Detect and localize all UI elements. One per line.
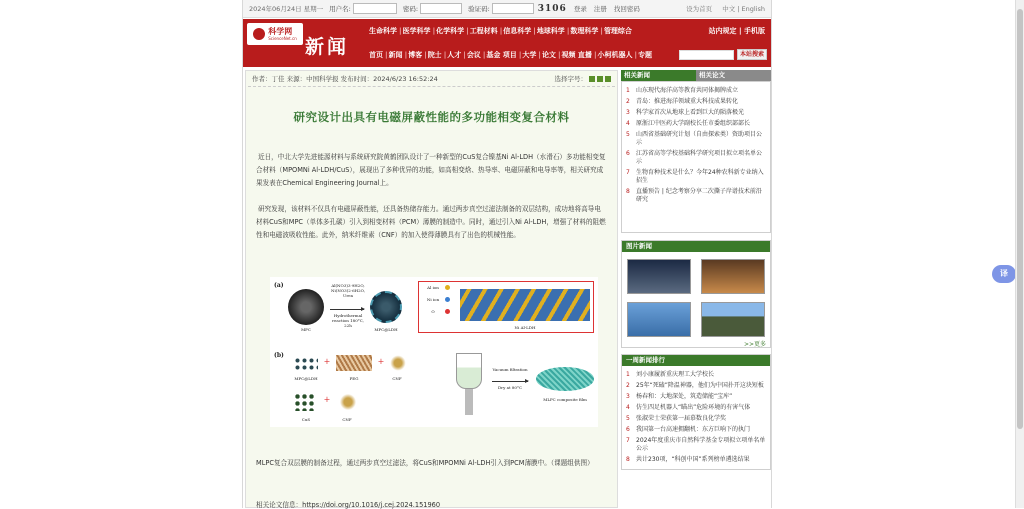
list-number: 5 bbox=[626, 415, 630, 422]
list-number: 7 bbox=[626, 437, 630, 444]
ldh-layer-structure bbox=[460, 289, 590, 321]
related-news-item[interactable] bbox=[626, 169, 766, 185]
ranking-text: 仿生四足机器人“瞄出”危险环境的有害气体 bbox=[636, 404, 751, 411]
site-header bbox=[243, 19, 771, 67]
ni-al-ldh-label: Ni Al-LDH bbox=[514, 325, 536, 330]
related-news-item[interactable] bbox=[626, 109, 766, 117]
username-input[interactable] bbox=[353, 3, 397, 14]
news-picture-4[interactable] bbox=[701, 302, 765, 337]
font-size-selector: 选择字号： bbox=[555, 74, 612, 83]
nav-separator: | bbox=[443, 51, 447, 59]
al-ion-dot bbox=[445, 285, 450, 290]
nav-separator: | bbox=[593, 51, 597, 59]
list-number: 6 bbox=[626, 150, 630, 157]
article-panel bbox=[245, 70, 618, 508]
top-links bbox=[678, 4, 765, 13]
list-number: 2 bbox=[626, 98, 630, 105]
password-input[interactable] bbox=[420, 3, 462, 14]
main-nav-item[interactable]: 大学 bbox=[522, 51, 537, 59]
main-nav-item[interactable]: 会议 bbox=[466, 51, 481, 59]
mpc-ldh-label: MPC@LDH bbox=[374, 327, 398, 332]
peg-label: PEG bbox=[349, 376, 359, 381]
ranking-item[interactable] bbox=[626, 404, 766, 412]
list-number: 6 bbox=[626, 426, 630, 433]
ranking-text: 杨春和：大地深处，筑造储能“宝库” bbox=[636, 393, 733, 400]
main-nav-item[interactable]: 博客 bbox=[408, 51, 423, 59]
login-bar bbox=[243, 0, 771, 18]
tab-related-news[interactable]: 相关新闻 bbox=[621, 70, 696, 81]
related-tabs bbox=[621, 70, 771, 81]
username-label: 用户名: bbox=[329, 5, 351, 13]
subject-nav-item[interactable]: 数理科学 bbox=[570, 27, 599, 35]
sidebar bbox=[621, 70, 771, 470]
font-small-button[interactable] bbox=[605, 76, 611, 82]
subject-nav-item[interactable]: 生命科学 bbox=[369, 27, 397, 35]
article-body bbox=[246, 151, 617, 242]
more-link[interactable]: >>更多 bbox=[743, 341, 766, 348]
ranking-item[interactable] bbox=[626, 393, 766, 401]
nav-separator: | bbox=[499, 27, 503, 35]
mpc-ldh-label-b: MPC@LDH bbox=[294, 376, 318, 381]
nav-separator: | bbox=[538, 51, 541, 59]
register-link[interactable]: 注册 bbox=[593, 5, 607, 13]
o-ion-label: O bbox=[431, 309, 435, 314]
translate-button[interactable]: 译 bbox=[992, 265, 1016, 283]
cnf-material-2 bbox=[338, 393, 358, 411]
reagents-label: Al(NO3)3·9H2O, Ni(NO3)2·6H2O, Urea bbox=[331, 283, 365, 298]
hydrothermal-label: Hydrothermal reaction 180°C, 22h bbox=[332, 313, 364, 328]
nav-separator: | bbox=[557, 51, 561, 59]
subject-nav-item[interactable]: 化学科学 bbox=[436, 27, 465, 35]
ranking-text: 共计230项，“科创中国”系列榜单遴选结果 bbox=[636, 456, 750, 463]
set-homepage-link[interactable]: 设为首页 bbox=[686, 5, 713, 13]
ranking-item[interactable] bbox=[626, 456, 766, 464]
weekly-ranking-list bbox=[622, 366, 770, 469]
ranking-item[interactable] bbox=[626, 415, 766, 423]
related-news-text: 山东现代海洋高等教育共同体揭牌成立 bbox=[636, 87, 739, 94]
mlpc-label: MLPC composite film bbox=[543, 397, 587, 402]
plus-sign-2: + bbox=[377, 357, 385, 366]
peg-material bbox=[336, 355, 372, 371]
article-figure bbox=[270, 277, 598, 427]
related-news-text: 原浙江中医药大学副校长任市委组织部部长 bbox=[636, 120, 751, 127]
site-search-button[interactable]: 本站搜索 bbox=[737, 49, 767, 60]
related-news-list bbox=[621, 81, 771, 233]
font-large-button[interactable] bbox=[589, 76, 595, 82]
page-container bbox=[242, 0, 772, 508]
main-nav-item[interactable]: 小柯机器人 bbox=[597, 51, 633, 59]
vacuum-arrow bbox=[492, 381, 528, 382]
subject-nav-item[interactable]: 工程材料 bbox=[469, 27, 498, 35]
picture-grid bbox=[622, 252, 770, 339]
picture-news-title: 图片新闻 bbox=[622, 241, 770, 252]
subject-nav-item[interactable]: 信息科学 bbox=[503, 27, 532, 35]
main-nav-item[interactable]: 视频 直播 bbox=[561, 51, 592, 59]
nav-separator: | bbox=[463, 51, 466, 59]
ranking-item[interactable] bbox=[626, 426, 766, 434]
header-right-links[interactable]: 站内规定 | 手机版 bbox=[708, 27, 765, 35]
forgot-password-link[interactable]: 找回密码 bbox=[613, 5, 640, 13]
nav-separator: | bbox=[566, 27, 570, 35]
picture-news-box bbox=[621, 240, 771, 348]
nav-separator: | bbox=[424, 51, 427, 59]
captcha-input[interactable] bbox=[492, 3, 534, 14]
related-news-item[interactable] bbox=[626, 120, 766, 128]
paragraph-1: 近日，中北大学先进能源材料与系统研究院黄鹤团队设计了一种新型的CuS复合镍基Ni Al-LDH（水滑石）多功能相变复合材料（MPOMNi Al-LDH/CuS），展现出了多种优异的功能，如高相变焓、热导率、电磁屏蔽和电导率等，相关研究成果发表在Chemical Engineering Journal上。 bbox=[256, 153, 606, 187]
related-news-item[interactable] bbox=[626, 131, 766, 147]
cnf-material bbox=[388, 355, 408, 371]
list-number: 7 bbox=[626, 169, 630, 176]
logo-icon bbox=[253, 28, 265, 40]
nav-separator: | bbox=[518, 51, 522, 59]
nav-separator: | bbox=[385, 51, 388, 59]
nav-separator: | bbox=[399, 27, 402, 35]
related-news-text: 直播预告 | 纪念考察分享二次撕子岸谱技术前沿研究 bbox=[636, 188, 762, 203]
main-nav-item[interactable]: 首页 bbox=[369, 51, 383, 59]
date-text: 2024年06月24日 星期一 bbox=[249, 5, 324, 13]
ranking-text: 张淑荣士荣获第一届慕数良化学奖 bbox=[636, 415, 727, 422]
subject-nav-item[interactable]: 管理综合 bbox=[603, 27, 632, 35]
nav-separator: | bbox=[634, 51, 638, 59]
scrollbar[interactable] bbox=[1015, 0, 1024, 508]
nav-separator: | bbox=[600, 27, 603, 35]
figure-label-a: (a) bbox=[274, 282, 284, 289]
list-number: 1 bbox=[626, 87, 630, 94]
funnel-stem bbox=[465, 389, 473, 415]
paragraph-2: 研究发现，该材料不仅具有电磁屏蔽性能，还具备热储存能力。通过两步真空过滤法制备的双层结构，成功地将高导电材料CuS和MPC（单体多孔碳）引入到相变材料（PCM）薄膜的制造中。同时，通过引入Ni Al-LDH，增强了材料的阻燃性和电磁波吸收性能。此外，纳米纤维素（CNF）的加入使得薄膜具有了出色的机械性能。 bbox=[256, 205, 606, 239]
weekly-ranking-box bbox=[621, 354, 771, 470]
mpc-sphere bbox=[288, 289, 324, 325]
news-picture-3[interactable] bbox=[627, 302, 691, 337]
reaction-arrow bbox=[330, 309, 364, 310]
font-medium-button[interactable] bbox=[597, 76, 603, 82]
mpc-ldh-sphere bbox=[370, 291, 402, 323]
vacuum-label: Vacuum filtration bbox=[492, 367, 528, 372]
news-picture-1[interactable] bbox=[627, 259, 691, 294]
tab-related-papers[interactable]: 相关论文 bbox=[696, 70, 771, 81]
subject-nav bbox=[369, 26, 633, 36]
al-ion-label: Al ion bbox=[427, 285, 439, 290]
logo-text: 科学网 bbox=[268, 26, 293, 36]
related-news-item[interactable] bbox=[626, 150, 766, 166]
related-news-text: 山西省基础研究计划（自由探索类）资助项目公示 bbox=[636, 131, 763, 146]
main-nav-item[interactable]: 院士 bbox=[427, 51, 442, 59]
language-switch[interactable]: 中文 | English bbox=[722, 5, 765, 13]
plus-sign-3: + bbox=[323, 395, 331, 404]
plus-sign: + bbox=[323, 357, 331, 366]
subject-nav-item[interactable]: 医学科学 bbox=[402, 27, 431, 35]
article-meta bbox=[248, 71, 615, 87]
list-number: 8 bbox=[626, 188, 630, 195]
ni-ion-dot bbox=[445, 297, 450, 302]
news-picture-2[interactable] bbox=[701, 259, 765, 294]
list-number: 4 bbox=[626, 120, 630, 127]
filtration-funnel bbox=[456, 353, 482, 389]
list-number: 1 bbox=[626, 371, 630, 378]
related-news-item[interactable] bbox=[626, 87, 766, 95]
logo-subtext: ScienceNet.cn bbox=[268, 35, 297, 41]
related-news-item[interactable] bbox=[626, 188, 766, 204]
main-nav-item[interactable]: 论文 bbox=[541, 51, 556, 59]
site-logo[interactable] bbox=[247, 23, 303, 45]
mpc-ldh-particles bbox=[294, 357, 318, 371]
weekly-ranking-title: 一周新闻排行 bbox=[622, 355, 770, 366]
cus-particles bbox=[294, 393, 316, 411]
captcha-image[interactable]: 3106 bbox=[537, 3, 567, 14]
nav-separator: | bbox=[482, 51, 486, 59]
main-nav-item[interactable]: 基金 项目 bbox=[486, 51, 517, 59]
site-search-input[interactable] bbox=[679, 50, 734, 60]
nav-separator: | bbox=[404, 51, 408, 59]
related-news-text: 生物育种技术是什么？今年24种农科新专业纳入招生 bbox=[636, 169, 764, 184]
related-news-text: 江苏省高等学校基础科学研究项目拟立项名单公示 bbox=[636, 150, 763, 165]
section-title: 新闻 bbox=[305, 36, 350, 58]
ranking-text: 刘小康履新重庆理工大学校长 bbox=[636, 371, 715, 378]
list-number: 5 bbox=[626, 131, 630, 138]
figure-caption: MLPC复合双层膜的制备过程，通过两步真空过滤法，将CuS和MPOMNi Al-LDH引入到PCM薄膜中。（课题组供图） bbox=[256, 459, 594, 467]
main-nav-item[interactable]: 人才 bbox=[447, 51, 462, 59]
related-news-item[interactable] bbox=[626, 98, 766, 106]
nav-separator: | bbox=[432, 27, 436, 35]
o-ion-dot bbox=[445, 309, 450, 314]
nav-separator: | bbox=[466, 27, 469, 35]
mpc-label: MPC bbox=[301, 327, 311, 332]
cnf-label-2: CNF bbox=[342, 417, 352, 422]
mlpc-film bbox=[536, 367, 594, 391]
ranking-text: 2024年度重庆市自然科学基金专项拟立项单名单公示 bbox=[636, 437, 766, 452]
dry-label: Dry at 80°C bbox=[497, 385, 523, 390]
ranking-item[interactable] bbox=[626, 371, 766, 379]
author-info: 作者：丁佳 来源：中国科学报 发布时间：2024/6/23 16:52:24 bbox=[252, 75, 438, 83]
main-nav-item[interactable]: 专题 bbox=[638, 51, 653, 59]
article-title: 研究设计出具有电磁屏蔽性能的多功能相变复合材料 bbox=[293, 110, 570, 124]
list-number: 8 bbox=[626, 456, 630, 463]
related-news-text: 科学家首次从地球上看到巨大的陨落极光 bbox=[636, 109, 745, 116]
ranking-text: 我国第一台高速拥翻机：东方巨响下的执门 bbox=[636, 426, 751, 433]
main-nav bbox=[369, 50, 653, 60]
nav-separator: | bbox=[533, 27, 536, 35]
ranking-item[interactable] bbox=[626, 437, 766, 453]
scrollbar-thumb[interactable] bbox=[1017, 9, 1023, 429]
figure-label-b: (b) bbox=[274, 352, 284, 359]
captcha-label: 验证码: bbox=[468, 5, 490, 13]
list-number: 3 bbox=[626, 109, 630, 116]
ranking-text: 25年“死磕”降温神器，他们为中国扑开这块短板 bbox=[636, 382, 764, 389]
list-number: 2 bbox=[626, 382, 630, 389]
subject-nav-item[interactable]: 地球科学 bbox=[536, 27, 565, 35]
related-news-text: 青岛：推进海洋领域重大科技成果转化 bbox=[636, 98, 739, 105]
ni-ion-label: Ni ion bbox=[426, 297, 440, 302]
list-number: 3 bbox=[626, 393, 630, 400]
ranking-item[interactable] bbox=[626, 382, 766, 390]
list-number: 4 bbox=[626, 404, 630, 411]
paper-reference[interactable]: 相关论文信息：https://doi.org/10.1016/j.cej.2024.151960 bbox=[256, 501, 441, 509]
cnf-label: CNF bbox=[392, 376, 402, 381]
main-nav-item[interactable]: 新闻 bbox=[388, 51, 403, 59]
login-button[interactable]: 登录 bbox=[573, 5, 587, 13]
cus-label: CuS bbox=[301, 417, 311, 422]
password-label: 密码: bbox=[402, 5, 419, 13]
